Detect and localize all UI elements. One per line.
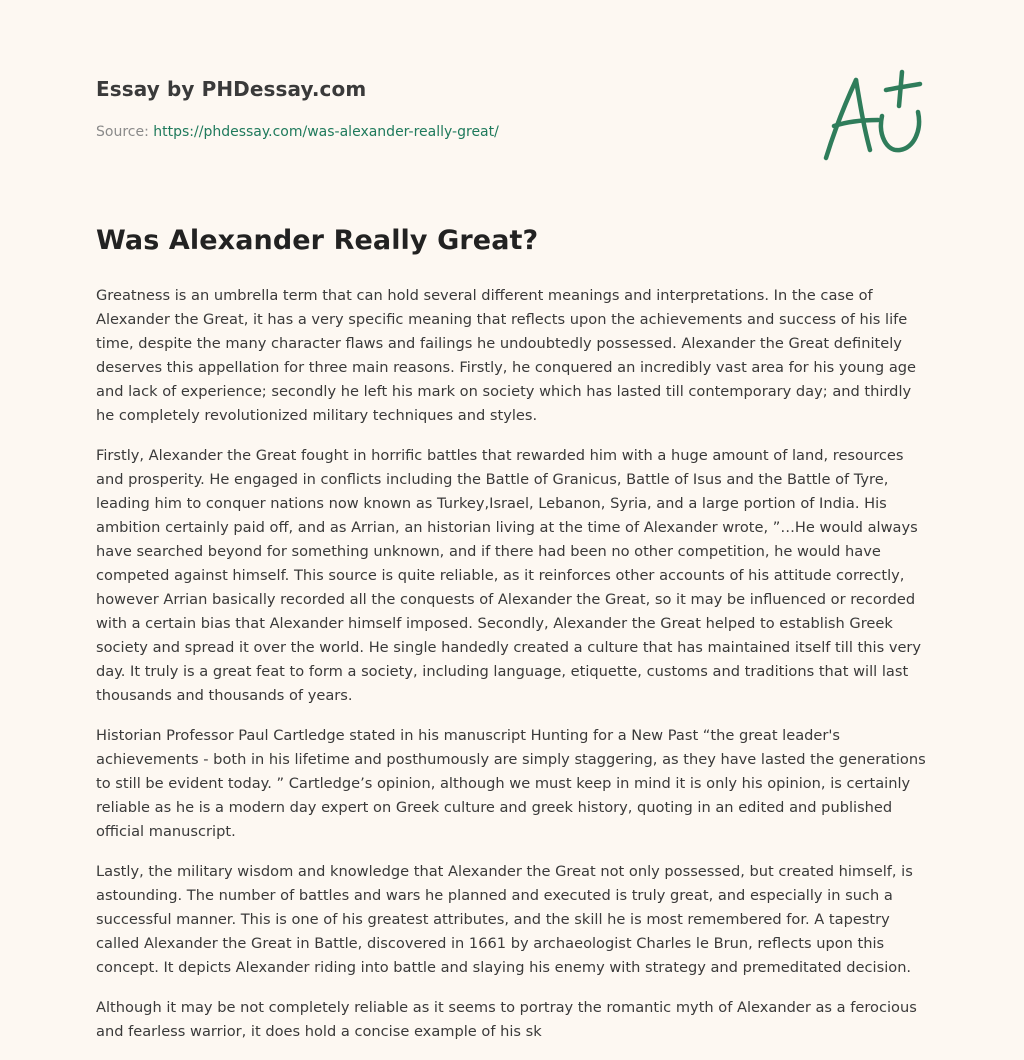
paragraph: Although it may be not completely reliable as it seems to portray the romantic myth of Alexander as a ferocious and fearless warrior, it does hold a concise example of his sk <box>96 999 917 1040</box>
paragraph: Firstly, Alexander the Great fought in horrific battles that rewarded him with a huge amount of land, resources and prosperity. He engaged in conflicts including the Battle of Granicus, Battle of Isus and the Battle of Tyre, leading him to conquer nations now known as Turkey,Israel, Lebanon, Syria, and a large portion of India. His ambition certainly paid off, and as Arrian, an historian living at the time of Alexander wrote, ”…He would always have searched beyond for something unknown, and if there had been no other competition, he would have competed against himself. This source is quite reliable, as it reinforces other accounts of his attitude correctly, however Arrian basically recorded all the conquests of Alexander the Great, so it may be influenced or recorded with a certain bias that Alexander himself imposed. Secondly, Alexander the Great helped to establish Greek society and spread it over the world. He single handedly created a culture that has maintained itself till this very day. It truly is a great feat to form a society, including language, etiquette, customs and traditions that will last thousands and thousands of years. <box>96 447 922 704</box>
source-label: Source: <box>96 124 149 140</box>
paragraph: Historian Professor Paul Cartledge stated in his manuscript Hunting for a New Past “the great leader's achievements - both in his lifetime and posthumously are simply staggering, as they have lasted the generations to still be evident today. ” Cartledge’s opinion, although we must keep in mind it is only his opinion, is certainly reliable as he is a modern day expert on Greek culture and greek history, quoting in an edited and published official manuscript. <box>96 727 926 840</box>
site-brand: Essay by PHDessay.com <box>96 77 367 101</box>
source-link[interactable]: https://phdessay.com/was-alexander-really-great/ <box>153 124 499 140</box>
paragraph: Greatness is an umbrella term that can hold several different meanings and interpretations. In the case of Alexander the Great, it has a very specific meaning that reflects upon the achievements and success of his life time, despite the many character flaws and failings he undoubtedly possessed. Alexander the Great definitely deserves this appellation for three main reasons. Firstly, he conquered an incredibly vast area for his young age and lack of experience; secondly he left his mark on society which has lasted till contemporary day; and thirdly he completely revolutionized military techniques and styles. <box>96 287 917 424</box>
essay-body <box>96 284 928 1060</box>
a-plus-icon <box>820 66 926 164</box>
paragraph: Lastly, the military wisdom and knowledge that Alexander the Great not only possessed, but created himself, is astounding. The number of battles and wars he planned and executed is truly great, and especially in such a successful manner. This is one of his greatest attributes, and the skill he is most remembered for. A tapestry called Alexander the Great in Battle, discovered in 1661 by archaeologist Charles le Brun, reflects upon this concept. It depicts Alexander riding into battle and slaying his enemy with strategy and premeditated decision. <box>96 863 913 976</box>
source-line <box>96 124 499 140</box>
essay-title: Was Alexander Really Great? <box>96 225 539 256</box>
